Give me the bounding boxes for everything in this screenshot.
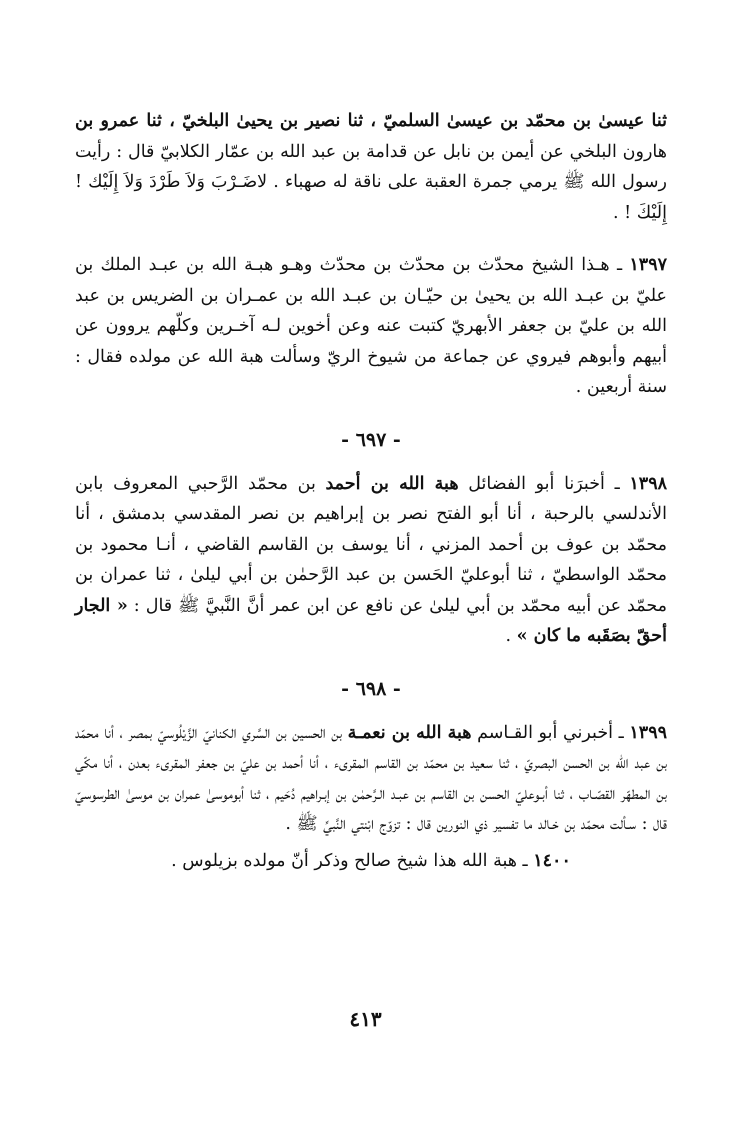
entry-text-2: بن الحسين بن السَّري الكنانيّ الزَّيْلُوسيّ بمصر ، أنا محمّد بن عبد الله بن الحسن البصريّ ، ثنا سعيد بن محمّد بن القاسم المقرىء ، أنا أحمد بن عليّ بن جعفر المقرىء بعدن ، أنا مكّي بن المطهّر القصّـاب ، ثنا أبـوعليّ الحسن بن القاسم بن عبـد الـرَّحمٰن بن إبـراهيم دُحَيم ، ثنا أبوموسىٰ عمران بن موسىٰ الطرسوسيّ قال : سـألت محمّد بن خـالد ما تفسير ذي النورين قال : تزوّج ابْنتي النَّبيِّ ﷺ . (75, 722, 667, 834)
entry-number: ١٤٠٠ (533, 850, 571, 871)
entry-text-1: ـ أخبرَنا أبو الفضائل (458, 473, 630, 494)
spacer (75, 652, 667, 674)
chain-part-1: ثنا عيسىٰ بن محمّد بن عيسىٰ السلميّ ، (363, 111, 668, 131)
entry-1397 (75, 250, 667, 403)
entry-number: ١٣٩٨ (629, 473, 667, 494)
entry-text-1: ـ أخبرني أبو القـاسم (471, 722, 630, 743)
continuation-paragraph (75, 106, 667, 228)
spacer (75, 403, 667, 425)
chain-part-3: هارون البلخي عن أيمن بن نابل عن قدامة بن عبد الله بن عمّار الكلابيّ قال : رأيت رسول الله ﷺ يرمي جمرة العقبة على ناقة له صهباء . لاضَـرْبَ وَلاَ طَرْدَ وَلاَ إِلَيْك ! إِلَيْكَ ! . (75, 141, 667, 223)
spacer (75, 228, 667, 250)
spacer (75, 455, 667, 469)
chain-part-2: ثنا نصير بن يحيىٰ البلخيّ ، ثنا عمرو بن (75, 111, 364, 131)
entry-1399 (75, 718, 667, 840)
section-heading-697: - ٦٩٧ - (341, 428, 401, 451)
page-number: ٤١٣ (349, 1007, 382, 1031)
spacer (75, 704, 667, 718)
entry-text-2: بن محمّد الرَّحبي المعروف بابن الأندلسي بالرحبة ، أنا أبو الفتح نصر بن إبراهيم بن نصر المقدسي بدمشق ، أنا محمّد بن عوف بن أحمد المزني ، أنا يوسف بن القاسم القاضي ، أنـا محمود بن محمّد الواسطيّ ، ثنا أبوعليّ الحَسن بن عبد الرَّحمٰن بن أبي ليلىٰ ، ثنا عمران بن محمّد عن أبيه محمّد بن أبي ليلىٰ عن نافع عن ابن عمر أنَّ النَّبيَّ ﷺ قال : (75, 473, 668, 616)
entry-1398 (75, 469, 667, 652)
page-body (75, 100, 667, 876)
entry-text: ـ هـذا الشيخ محدّث بن محدّث بن محدّث وهـو هبـة الله بن عبـد الملك بن عليّ بن عبـد الله بن يحيىٰ بن حيّـان بن عبـد الله بن عمـران بن الضريس بن عبد الله بن عليّ بن جعفر الأبهريّ كتبت عنه وعن أخوين لـه آخـرين وكلّهم يروون عن أبيهم وأبوهم فيروي عن جماعة من شيوخ الريّ وسألت هبة الله عن مولده فقال : سنة أربعين . (75, 255, 667, 397)
narrator-name: هبة الله بن أحمد (325, 473, 459, 494)
hadith-quote: « الجار أحقّ بصَقَبه ما كان » (75, 595, 667, 646)
entry-1400 (75, 846, 667, 877)
section-heading-698: - ٦٩٨ - (341, 677, 401, 700)
entry-number: ١٣٩٧ (629, 255, 667, 275)
narrator-name: هبة الله بن نعمـة (347, 722, 472, 743)
entry-number: ١٣٩٩ (629, 722, 667, 743)
entry-text-3: . (505, 626, 517, 646)
entry-text: ـ هبة الله هذا شيخ صالح وذكر أنّ مولده بزيلوس . (171, 850, 534, 871)
